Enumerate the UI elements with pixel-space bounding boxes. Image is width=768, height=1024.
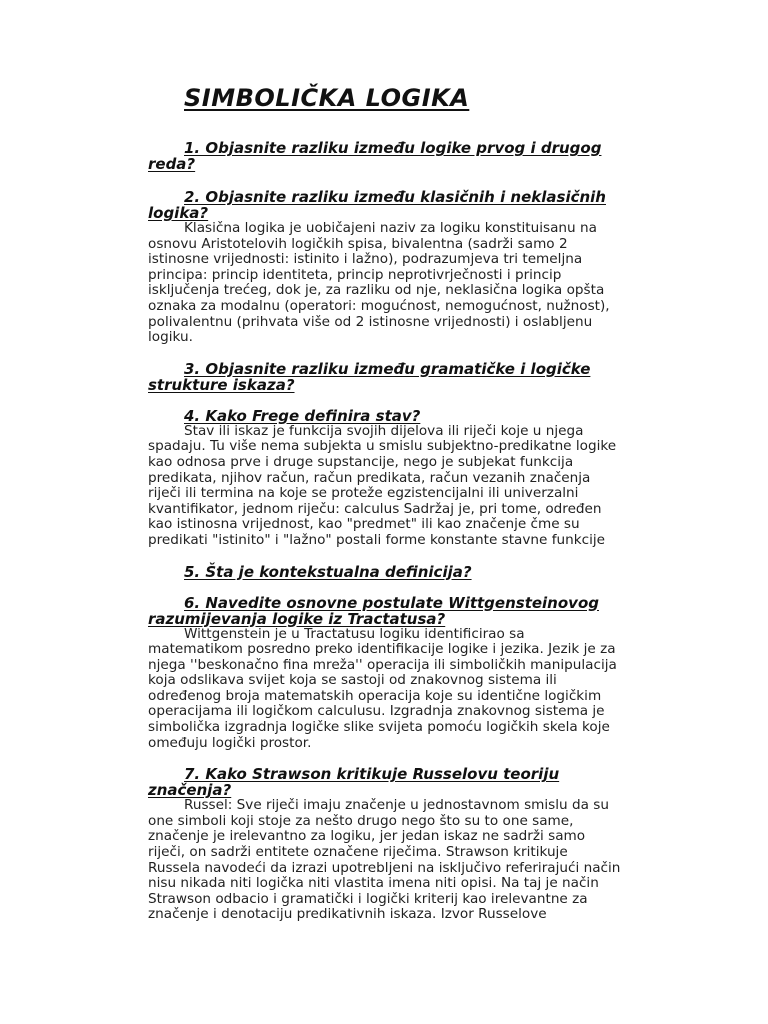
section-5 bbox=[148, 564, 623, 580]
document-page bbox=[148, 84, 623, 923]
answer-2: Klasična logika je uobičajeni naziv za logiku konstituisanu na osnovu Aristotelovih logičkih spisa, bivalentna (sadrži samo 2 istinosne vrijednosti: istinito i lažno), podrazumjeva tri temeljna principa: princip identiteta, princip neprotivrječnosti i princip isključenja trećeg, dok je, za razliku od nje, neklasična logika opšta oznaka za modalnu (operatori: mogućnost, nemogućnost, nužnost), polivalentnu (prihvata više od 2 istinosne vrijednosti) i oslabljenu logiku. bbox=[148, 220, 610, 346]
section-7 bbox=[148, 766, 623, 923]
question-4: 4. Kako Frege definira stav? bbox=[184, 406, 421, 425]
question-2: 2. Objasnite razliku između klasičnih i neklasičnih logika? bbox=[148, 188, 606, 222]
page-title: SIMBOLIČKA LOGIKA bbox=[184, 84, 470, 112]
question-7: 7. Kako Strawson kritikuje Russelovu teoriju značenja? bbox=[148, 765, 560, 800]
answer-7: Russel: Sve riječi imaju značenje u jednostavnom smislu da su one simboli koji stoje za nešto drugo nego što su to one same, značenje je irelevantno za logiku, jer jedan iskaz ne sadrži samo riječi, on sadrži entitete označene riječima. Strawson kritikuje Russela navodeći da izrazi upotrebljeni na isključivo referirajući način nisu nikada niti logička niti vlastita imena niti opisi. Na taj je način Strawson odbacio i gramatički i logički kriterij kao irelevantne za značenje i denotaciju predikativnih iskaza. Izvor Russelove bbox=[148, 797, 621, 923]
question-5: 5. Šta je kontekstualna definicija? bbox=[184, 562, 472, 581]
question-1: 1. Objasnite razliku između logike prvog i drugog reda? bbox=[148, 139, 602, 173]
question-6: 6. Navedite osnovne postulate Wittgensteinovog razumijevanja logike iz Tractatusa? bbox=[148, 593, 599, 628]
section-2 bbox=[148, 189, 623, 346]
answer-6: Wittgenstein je u Tractatusu logiku identificirao sa matematikom posredno preko identifikacije logike i jezika. Jezik je za njega ''beskonačno fina mreža'' operacija ili simboličkih manipulacija koja odslikava svijet koja se sastoji od znakovnog sistema ili određenog broja matematskih operacija koje su identične logičkim operacijama ili logičkom calculusu. Izgradnja znakovnog sistema je simbolička izgradnja logičke slike svijeta pomoću logičkih skela koje omeđuju logički prostor. bbox=[148, 625, 617, 751]
section-1 bbox=[148, 140, 623, 172]
section-4 bbox=[148, 408, 623, 549]
question-3: 3. Objasnite razliku između gramatičke i logičke strukture iskaza? bbox=[148, 359, 591, 394]
section-6 bbox=[148, 595, 623, 752]
section-3 bbox=[148, 361, 623, 393]
answer-4: Stav ili iskaz je funkcija svojih dijelova ili riječi koje u njega spadaju. Tu više nema subjekta u smislu subjektno-predikatne logike kao odnosa prve i druge supstancije, nego je subjekat funkcija predikata, njihov račun, račun predikata, račun vezanih značenja riječi ili termina na koje se proteže egzistencijalni ili univerzalni kvantifikator, jednom riječu: calculus Sadržaj je, pri tome, određen kao istinosna vrijednost, kao "predmet" ili kao značenje čme su predikati "istinito" i "lažno" postali forme konstante stavne funkcije bbox=[148, 422, 617, 548]
